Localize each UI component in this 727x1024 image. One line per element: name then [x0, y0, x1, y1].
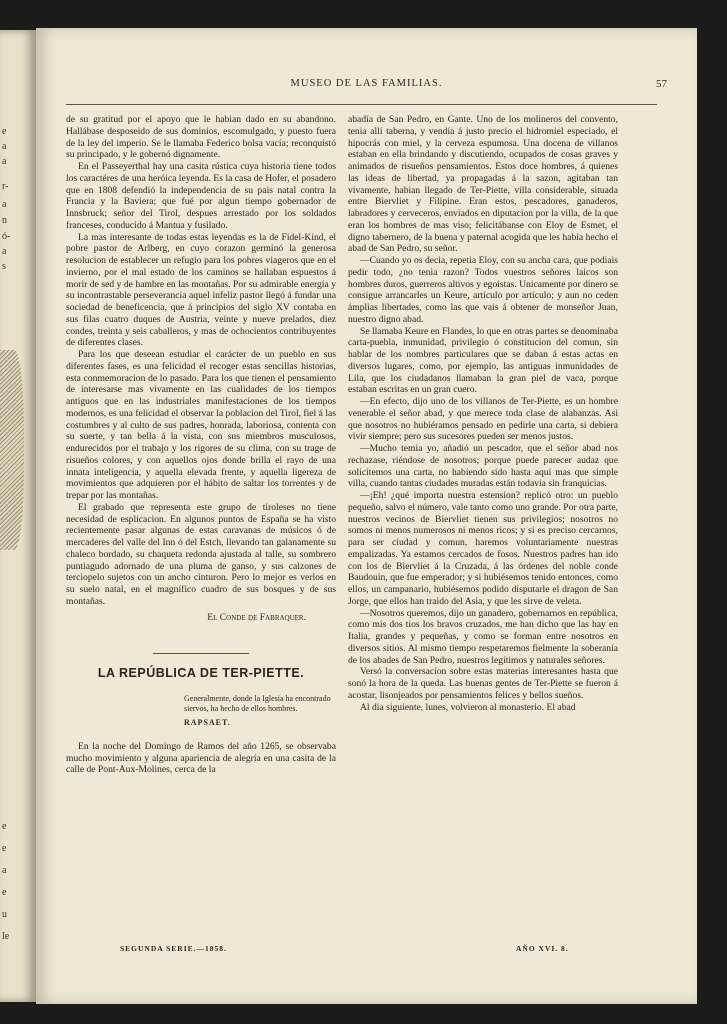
- margin-fragment: le: [2, 931, 10, 942]
- section-title: LA REPÚBLICA DE TER-PIETTE.: [97, 666, 305, 681]
- margin-fragment: e: [2, 843, 7, 854]
- page-header: [66, 78, 667, 98]
- margin-fragment: a: [2, 199, 7, 210]
- margin-fragment: r-: [2, 181, 9, 192]
- paragraph: Se llamaba Keure en Flandes, lo que en otras partes se denominaba carta-puebla, inmunidad, privilegio ó constitucion del comun, sin hablar de los nombres particulares que se daban á estas actas en diversos lugares, como, por ejemplo, las antiguas inmunidades de Lila, que los ciudadanos llamaban la gran piel de vaca, porque estaban escritas en un gran cuero.: [348, 325, 618, 396]
- left-column: [66, 114, 336, 776]
- footer-year: AÑO XVI. 8.: [516, 944, 569, 953]
- right-column: [348, 114, 618, 713]
- paragraph: Versó la conversacion sobre estas materias interesantes hasta que sonó la hora de la queda. Las buenas gentes de Ter-Piette se fueron á acostar, lisonjeados por pensamientos felices y bellos sueños.: [348, 666, 618, 701]
- paragraph: abadía de San Pedro, en Gante. Uno de los molineros del convento, tenia allí taberna, y vendía á justo precio el hidromiel especiado, el hipocrás con miel, y la cerveza espumosa. Una docena de villanos estaban en ella brindando y discutiendo, ocupados de cosas graves y animados de risueños pensamientos. Estos doce hombres, á quienes las ideas de libertad, ya propagadas á la sazon, agitaban tan vivamente, habian llegado de Ter-Piette, villa considerable, situada entre Biervliet y Filipine. Eran estos, pescadores, ganaderos, labradores y cerveceros, enviados en diputacion por la villa, de la que eran los hombres de mas viso; felicitábanse con Eloy de Esmet, el digno tabernero, de la buena y paternal acogida que les habia hecho el abad de San Pedro, su señor.: [348, 114, 618, 255]
- running-title: MUSEO DE LAS FAMILIAS.: [290, 78, 443, 89]
- page-number: 57: [656, 78, 667, 90]
- author-signature: El Conde de Fabraquer.: [207, 611, 306, 623]
- epigraph-source: RAPSAET.: [184, 718, 231, 727]
- margin-fragment: a: [2, 865, 7, 876]
- margin-fragment: ó-: [2, 231, 11, 242]
- footer-series: SEGUNDA SERIE.—1858.: [120, 944, 227, 953]
- paragraph: —Mucho temia yo, añadió un pescador, que el señor abad nos rechazase, riéndose de nosotros; porque puede parecer audaz que solicitemos una carta, no habiendo sido hasta aquí mas que simple villa, cuando tantas ciudades muradas están todavía sin franquicias.: [348, 443, 618, 490]
- margin-fragment: e: [2, 887, 7, 898]
- paragraph: Al dia siguiente, lunes, volvieron al monasterio. El abad: [360, 701, 576, 713]
- document-page: [36, 28, 697, 1004]
- margin-fragment: n: [2, 215, 7, 226]
- paragraph: En el Passeyerthal hay una casita rústica cuya historia tiene todos los caractéres de una heróica leyenda. Es la casa de Hofer, el posadero que en 1808 defendió la independencia de su pais natal contra la Francia y la Baviera; que fué por algun tiempo gobernador de Innsbruck; señor del Tirol, despues arrestado por los soldados franceses, conducido á Mantua y fusilado.: [66, 161, 336, 231]
- margin-fragment: e: [2, 126, 7, 137]
- paragraph: de su gratitud por el apoyo que le habian dado en su abandono. Hallábase desposeido de sus dominios, escomulgado, y puesto fuera de la ley del imperio. Se le llamaba Federico bolsa vacía; reconquistó su principado, y le gobernó dignamente.: [66, 114, 336, 161]
- paragraph: En la noche del Domingo de Ramos del año 1265, se observaba mucho movimiento y alguna apariencia de alegría en una casita de la calle de Pont-Aux-Molines, cerca de la: [66, 740, 336, 776]
- paragraph: El grabado que representa este grupo de tiroleses no tiene necesidad de esplicacion. En algunos puntos de España se ha visto recientemente pasar algunas de estas caravanas de músicos ó de mercaderes del valle del Inn ó del Estch, llevando tan galanamente su chaleco bordado, su chaqueta redonda ajustada al talle, su sombrero puntiagudo adornado de una pluma de ganso, y sus calzones de terciopelo sujetos con un ancho cinturon. Pero lo mejor es verlos en su suelo natal, en el magnífico cuadro de sus bosques y de sus montañas.: [66, 501, 336, 607]
- paragraph: —¡Eh! ¿qué importa nuestra estension? replicó otro: un pueblo pequeño, salvo el número, vale tanto como uno grande. Por otra parte, nuestros vecinos de Biervliet tienen sus privilegios; nosotros no somos ni menos numerosos ni menos ricos; y si es preciso cercarnos, para ser ciudad y comun, haremos voluntariamente nuestras empalizadas. Ya estamos cercados de fosos. Nuestros padres han ido con los de Biervliet á la Cruzada, á las órdenes del noble conde Baudouin, que fue emperador; y si hubiésemos tenido entonces, como ellos, un campanario, hubiésemos podido disputarle el dragon de San Jorge, que ellos han traido del Asia, y que les sirve de veleta.: [348, 490, 618, 607]
- engraving-fragment: [0, 350, 24, 550]
- paragraph: Para los que deseean estudiar el carácter de un pueblo en sus diferentes fases, es una felicidad el recoger estas sencillas historias, esta conmemoracion de lo pasado. Para los que tienen el pensamiento de interesarse mas vivamente en las cualidades de los tiempos antiguos que en las industriales manifestaciones de los tiempos modernos, es una felicidad el observar la poblacion del Tirol, fiel á las costumbres y al culto de sus padres, honrada, laboriosa, contenta con su suerte, y tan bella á la vista, con sus miembros musculosos, endurecidos por el trabajo y los rigores de su clima, con su trage de risueños colores, y con aquellos ojos donde brilla el rayo de una innata inteligencia, y aquella elevada frente, y aquella ligereza de movimientos que adquieren por el hábito de saltar los torrentes y de trepar por las montañas.: [66, 349, 336, 501]
- paragraph: —Nosotros queremos, dijo un ganadero, gobernarnos en república, como mis dos tios los bravos cruzados, me han dicho que las hay en Italia, grandes y pequeñas, y como se forman entre nosotros en diversos sitios. Al mismo tiempo respetaremos fielmente la soberanía de los abades de San Pedro, nuestros legítimos y naturales señores.: [348, 607, 618, 666]
- margin-fragment: u: [2, 909, 7, 920]
- paragraph: La mas interesante de todas estas leyendas es la de Fidel-Kind, el pobre pastor de Arlberg, en cuyo corazon germinó la generosa resolucion de establecer un refugio para los pobres viageros que en el invierno, por el mal estado de los caminos se hallaban espuestos á morir de sed y de hambre en las montañas. Por su admirable energía y su incontrastable perseverancia aquel infeliz pastor llegó á fundar una sociedad de beneficencia, que á principios del siglo XV contaba en sus filas cuatro duques de Austria, veinte y nueve prelados, diez condes, treinta y seis caballeros, y mas de ochocientos contribuyentes de diferentes clases.: [66, 231, 336, 349]
- adjacent-page-edge: [0, 30, 36, 1002]
- margin-fragment: s: [2, 261, 6, 272]
- paragraph: —Cuando yo os decia, repetia Eloy, con su ancha cara, que podiais pedir todo, ¿no tenia razon? Todos vuestros señores laicos son hombres duros, guerreros altivos y egoistas. Unicamente por dinero se consigue arrancarles un Keure, artículo por artículo; y aun no ceden ámplias libertades, como las que vais á obtener de monseñor Juan, nuestro digno abad.: [348, 255, 618, 325]
- header-rule: [66, 104, 657, 105]
- paragraph: —En efecto, dijo uno de los villanos de Ter-Piette, es un hombre venerable el señor abad, y que merece toda clase de alabanzas. Asi que nosotros no hubiéramos pensado en pedirle una carta, si debiera vivir siempre; pero sus sucesores pueden ser menos justos.: [348, 396, 618, 443]
- margin-fragment: e: [2, 821, 7, 832]
- epigraph: Generalmente, donde la Iglesia ha encontrado siervos, ha hecho de ellos hombres.: [184, 694, 331, 713]
- margin-fragment: a: [2, 156, 7, 167]
- margin-fragment: a: [2, 141, 7, 152]
- section-separator: [153, 653, 249, 654]
- margin-fragment: a: [2, 246, 7, 257]
